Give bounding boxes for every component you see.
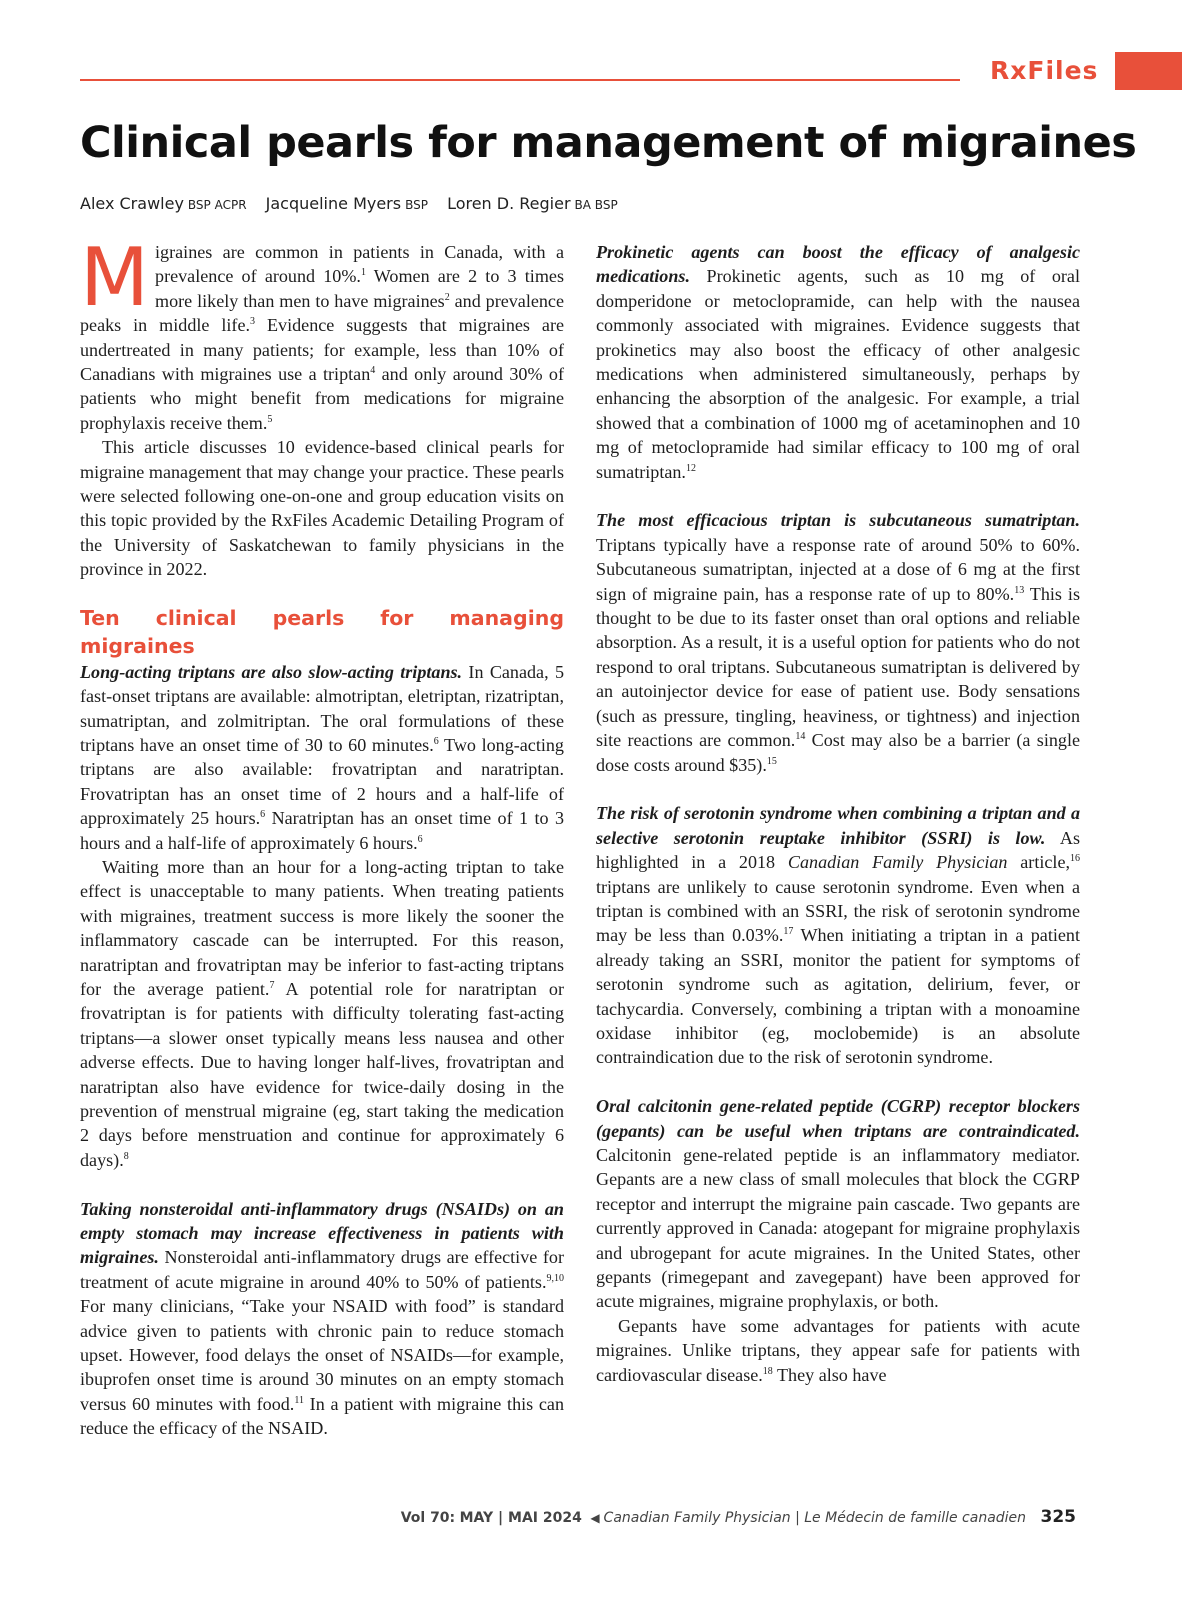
pearl-lead: Oral calcitonin gene-related peptide (CGRP) receptor blockers (gepants) can be useful when triptans are contraindicated. [596, 1096, 1080, 1141]
author [80, 194, 247, 213]
author-credentials: BA BSP [574, 198, 618, 212]
author-name: Loren D. Regier [447, 194, 571, 213]
article-title: Clinical pearls for management of migraines [80, 118, 1137, 168]
pearl-lead: Taking nonsteroidal anti-inflammatory drugs (NSAIDs) on an empty stomach may increase effectiveness in patients with migraines. [80, 1198, 564, 1268]
author-name: Jacqueline Myers [265, 194, 402, 213]
author-credentials: BSP ACPR [187, 198, 247, 212]
body-column-left [80, 231, 565, 1441]
page-footer [401, 1507, 1076, 1527]
pearl-lead: The risk of serotonin syndrome when combining a triptan and a selective serotonin reuptake inhibitor (SSRI) is low. [596, 803, 1080, 848]
triangle-left-icon: ◀ [590, 1511, 600, 1525]
footer-issue: MAY | MAI 2024 [459, 1510, 582, 1526]
pearl-paragraph: Oral calcitonin gene-related peptide (CGRP) receptor blockers (gepants) can be useful when triptans are contraindicated. Calcitonin gene-related peptide is an inflammatory mediator. Gepants are a new class of small molecules that block the CGRP receptor and interrupt the migraine pain cascade. Two gepants are currently approved in Canada: atogepant for migraine prophylaxis and ubrogepant for acute migraines. In the United States, other gepants (rimegepant and zavegepant) have been approved for acute migraines, migraine prophylaxis, or both. [596, 1096, 1080, 1312]
brand-color-block [1115, 52, 1182, 90]
pearl-lead: The most efficacious triptan is subcutaneous sumatriptan. [596, 510, 1080, 531]
pearl-paragraph: Long-acting triptans are also slow-acting triptans. In Canada, 5 fast-onset triptans are available: almotriptan, eletriptan, rizatriptan, sumatriptan, and zolmitriptan. The oral formulations of these triptans have an onset time of 30 to 60 minutes.$^6$ Two long-acting triptans are also available: frovatriptan and naratriptan. Frovatriptan has an onset time of 2 hours and a half-life of approximately 25 hours.$^6$ Naratriptan has an onset time of 1 to 3 hours and a half-life of approximately 6 hours.$^6$ [80, 661, 564, 853]
section-heading: Ten clinical pearls for managing migraines [80, 605, 564, 658]
author [266, 194, 428, 213]
drop-cap: M [80, 231, 150, 324]
pearl-paragraph: Prokinetic agents can boost the efficacy of analgesic medications. Prokinetic agents, such as 10 mg of oral domperidone or metoclopramide, can help with the nausea commonly associated with migraines. Evidence suggests that prokinetics may also boost the efficacy of other analgesic medications when administered simultaneously, perhaps by enhancing the absorption of the analgesic. For example, a trial showed that a combination of 1000 mg of acetaminophen and 10 mg of metoclopramide had similar efficacy to 100 mg of oral sumatriptan.$^{12}$ [596, 242, 1080, 482]
author [447, 194, 618, 213]
brand-name: RxFiles [990, 56, 1099, 85]
pearl-paragraph: Waiting more than an hour for a long-acting triptan to take effect is unacceptable to many patients. When treating patients with migraines, treatment success is more likely the sooner the inflammatory cascade can be interrupted. For this reason, naratriptan and frovatriptan may be inferior to fast-acting triptans for the average patient.$^7$ A potential role for naratriptan or frovatriptan is for patients with difficulty tolerating fast-acting triptans—a slower onset typically means less nausea and other adverse effects. Due to having longer half-lives, frovatriptan and naratriptan also have evidence for twice-daily dosing in the prevention of menstrual migraine (eg, start taking the medication 2 days before menstruation and continue for approximately 6 days).$^8$ [80, 856, 564, 1170]
intro-paragraph: Migraines are common in patients in Canada, with a prevalence of around 10%.$^1$ Women are 2 to 3 times more likely than men to have migraines$^2$ and prevalence peaks in middle life.$^3$ Evidence suggests that migraines are undertreated in many patients; for example, less than 10% of Canadians with migraines use a triptan$^4$ and only around 30% of patients who might benefit from medications for migraine prophylaxis receive them.$^5$ [80, 231, 565, 433]
pearl-paragraph: Taking nonsteroidal anti-inflammatory drugs (NSAIDs) on an empty stomach may increase effectiveness in patients with migraines. Nonsteroidal anti-inflammatory drugs are effective for treatment of acute migraine in around 40% to 50% of patients.$^{9,10}$ For many clinicians, “Take your NSAID with food” is standard advice given to patients with chronic pain to reduce stomach upset. However, food delays the onset of NSAIDs—for example, ibuprofen onset time is around 30 minutes on an empty stomach versus 60 minutes with food.$^{11}$ In a patient with migraine this can reduce the efficacy of the NSAID. [80, 1198, 565, 1439]
footer-journal: Canadian Family Physician | Le Médecin de famille canadien [603, 1510, 1027, 1526]
author-name: Alex Crawley [80, 194, 184, 213]
intro-paragraph: This article discusses 10 evidence-based clinical pearls for migraine management that may change your practice. These pearls were selected following one-on-one and group education visits on this topic provided by the RxFiles Academic Detailing Program of the University of Saskatchewan to family physicians in the province in 2022. [80, 437, 564, 580]
pearl-paragraph: Gepants have some advantages for patients with acute migraines. Unlike triptans, they appear safe for patients with cardiovascular disease.$^{18}$ They also have [596, 1315, 1080, 1385]
journal-name: Canadian Family Physician [787, 852, 1008, 873]
page-number: 325 [1040, 1507, 1076, 1527]
pearl-paragraph: The risk of serotonin syndrome when combining a triptan and a selective serotonin reuptake inhibitor (SSRI) is low. As highlighted in a 2018 Canadian Family Physician article,$^{16}$ triptans are unlikely to cause serotonin syndrome. Even when a triptan is combined with an SSRI, the risk of serotonin syndrome may be less than 0.03%.$^{17}$ When initiating a triptan in a patient already taking an SSRI, monitor the patient for symptoms of serotonin syndrome such as agitation, delirium, fever, or tachycardia. Conversely, combining a triptan with a monoamine oxidase inhibitor (eg, moclobemide) is an absolute contraindication due to the risk of serotonin syndrome. [596, 803, 1081, 1068]
footer-volume: Vol 70: [400, 1510, 456, 1526]
author-credentials: BSP [405, 198, 428, 212]
body-column-right [596, 240, 1080, 1387]
header-rule [80, 79, 960, 81]
author-list [80, 194, 632, 213]
pearl-paragraph: The most efficacious triptan is subcutaneous sumatriptan. Triptans typically have a response rate of around 50% to 60%. Subcutaneous sumatriptan, injected at a dose of 6 mg at the first sign of migraine pain, has a response rate of up to 80%.$^{13}$ This is thought to be due to its faster onset than oral options and reliable absorption. As a result, it is a useful option for patients who do not respond to oral triptans. Subcutaneous sumatriptan is delivered by an autoinjector device for ease of patient use. Body sensations (such as pressure, tingling, heaviness, or tightness) and injection site reactions are common.$^{14}$ Cost may also be a barrier (a single dose costs around $35).$^{15}$ [596, 510, 1081, 775]
pearl-lead: Long-acting triptans are also slow-acting triptans. [80, 661, 463, 682]
pearl-lead: Prokinetic agents can boost the efficacy of analgesic medications. [596, 242, 1080, 287]
